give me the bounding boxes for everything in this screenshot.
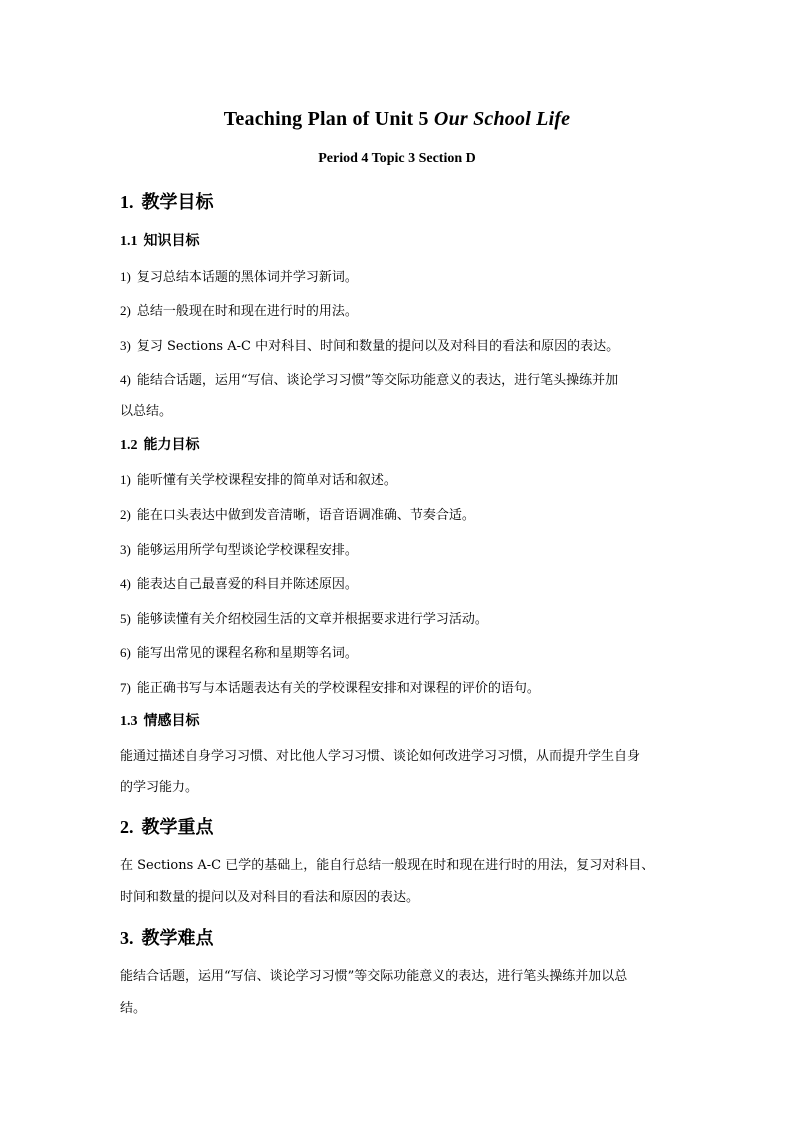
list-item (120, 335, 619, 354)
list-item-number: 2) (120, 303, 131, 318)
list-item-text: 能结合话题，运用“写信、谈论学习习惯”等交际功能意义的表达，进行笔头操练并加 (136, 373, 619, 388)
list-item-number: 4) (120, 576, 131, 591)
list-item-text: 复习 Sections A-C 中对科目、时间和数量的提问以及对科目的看法和原因的表达。 (136, 339, 620, 354)
section-title: 教学重点 (141, 817, 214, 838)
section-title: 教学难点 (141, 928, 214, 949)
paragraph-line: 在 Sections A-C 已学的基础上，能自行总结一般现在时和现在进行时的用法，复习对科目、 (120, 858, 655, 873)
list-item (120, 642, 358, 661)
list-item (120, 573, 358, 592)
list-item-text: 能写出常见的课程名称和星期等名词。 (136, 646, 358, 661)
section-heading-3 (120, 924, 214, 950)
subsection-heading-1-2 (120, 434, 200, 454)
paragraph-line: 结。 (120, 1001, 147, 1016)
section-heading-2 (120, 813, 214, 839)
section-heading-1 (120, 188, 214, 214)
title-main: Teaching Plan of Unit 5 (223, 108, 434, 130)
title-italic: Our School Life (433, 108, 571, 130)
list-item-number: 3) (120, 338, 131, 353)
document-title (0, 108, 794, 131)
list-item-number: 4) (120, 372, 131, 387)
list-item-text: 复习总结本话题的黑体词并学习新词。 (136, 270, 358, 285)
list-item-continuation: 以总结。 (120, 404, 173, 419)
section-number: 2. (120, 817, 134, 837)
list-item (120, 539, 358, 558)
list-item-number: 3) (120, 542, 131, 557)
subsection-title: 情感目标 (143, 713, 200, 729)
list-item-text: 能正确书写与本话题表达有关的学校课程安排和对课程的评价的语句。 (136, 681, 540, 696)
list-item-text: 能够运用所学句型谈论学校课程安排。 (136, 543, 358, 558)
list-item-number: 2) (120, 507, 131, 522)
section-number: 3. (120, 928, 134, 948)
list-item-text: 能听懂有关学校课程安排的简单对话和叙述。 (136, 473, 397, 488)
subsection-heading-1-1 (120, 230, 200, 250)
list-item-text: 能够读懂有关介绍校园生活的文章并根据要求进行学习活动。 (136, 612, 488, 627)
list-item (120, 608, 488, 627)
list-item (120, 266, 358, 285)
list-item (120, 300, 358, 319)
list-item-text: 能在口头表达中做到发音清晰，语音语调准确、节奏合适。 (136, 508, 475, 523)
list-item-number: 7) (120, 680, 131, 695)
subsection-heading-1-3 (120, 710, 200, 730)
list-item (120, 504, 475, 523)
subsection-number: 1.2 (120, 438, 138, 453)
list-item (120, 469, 397, 488)
paragraph-line: 能通过描述自身学习习惯、对比他人学习习惯、谈论如何改进学习习惯，从而提升学生自身 (120, 749, 641, 764)
list-item (120, 677, 540, 696)
list-item-text: 能表达自己最喜爱的科目并陈述原因。 (136, 577, 358, 592)
paragraph-line: 时间和数量的提问以及对科目的看法和原因的表达。 (120, 890, 420, 905)
subsection-number: 1.3 (120, 714, 138, 729)
list-item-text: 总结一般现在时和现在进行时的用法。 (136, 304, 358, 319)
subsection-number: 1.1 (120, 234, 138, 249)
section-number: 1. (120, 192, 134, 212)
list-item-number: 1) (120, 472, 131, 487)
document-subtitle: Period 4 Topic 3 Section D (318, 151, 476, 166)
subsection-title: 知识目标 (143, 233, 200, 249)
list-item-number: 5) (120, 611, 131, 626)
paragraph-line: 能结合话题，运用“写信、谈论学习习惯”等交际功能意义的表达，进行笔头操练并加以总 (120, 969, 628, 984)
list-item-number: 6) (120, 645, 131, 660)
section-title: 教学目标 (141, 192, 214, 213)
list-item (120, 369, 618, 388)
subsection-title: 能力目标 (143, 437, 200, 453)
list-item-number: 1) (120, 269, 131, 284)
paragraph-line: 的学习能力。 (120, 780, 199, 795)
